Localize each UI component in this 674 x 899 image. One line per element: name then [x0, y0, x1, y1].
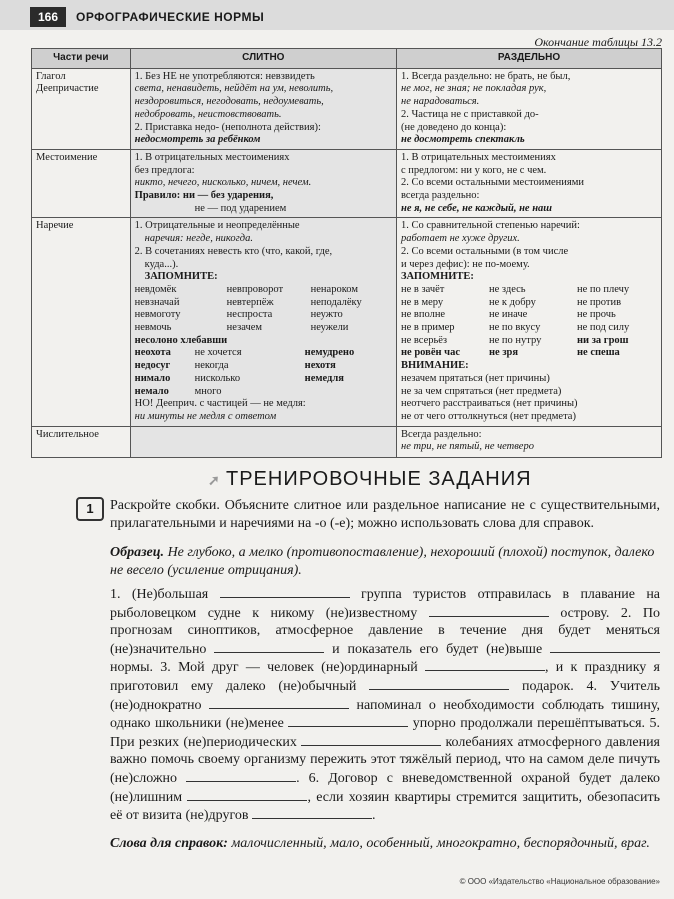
table-continuation: Окончание таблицы 13.2: [534, 35, 662, 49]
word: невдомёк: [134, 283, 177, 295]
rule-line: несолоно хлебавши: [134, 334, 228, 346]
pos-label: Деепричастие: [36, 83, 99, 95]
rule-line: света, ненавидеть, нейдёт на ум, неволить,: [134, 83, 334, 95]
sample-text: Не глубоко, а мелко (противопоставление), нехороший (плохой) поступок, далеко не весело (усиление отрицания).: [110, 545, 655, 578]
exercise-fragment: напоминал о необходимости соблюдать тишину, однако школьники (не)менее: [110, 697, 660, 732]
word: некогда: [194, 360, 229, 372]
word-grid: [401, 284, 657, 360]
word: неужели: [310, 322, 349, 334]
row-numeral: [32, 426, 662, 457]
copyright: © ООО «Издательство «Национальное образование»: [459, 877, 660, 886]
word: не здесь: [488, 283, 526, 295]
exercise-fragment: колебаниях атмосферного давления важно помочь своему организму пережить этот тяжёлый период, что на самом деле пичуть (не)сложно: [110, 734, 660, 786]
attention-label: ВНИМАНИЕ:: [400, 360, 469, 372]
exercise-fragment: и показатель его будет (не)выше: [332, 641, 543, 657]
rule-line: недобровать, неистовствовать.: [134, 108, 282, 120]
word: не спеша: [576, 347, 620, 359]
rule-line: 2. Со всеми остальными местоимениями: [400, 177, 585, 189]
rule-line: ни минуты не медля с ответом: [134, 410, 277, 422]
word: не в зачёт: [400, 283, 445, 295]
word: не по вкусу: [488, 322, 541, 334]
col-header-pos: Части речи: [32, 49, 131, 69]
word: невмочь: [134, 322, 172, 334]
refs-list: малочисленный, мало, особенный, многократно, беспорядочный, враг.: [231, 836, 650, 851]
rule-line: без предлога:: [134, 164, 195, 176]
word: неподалёку: [310, 296, 362, 308]
word: не хочется: [194, 347, 242, 359]
rule-line: неотчего расстраиваться (нет причины): [400, 398, 578, 410]
word: не под силу: [576, 322, 630, 334]
word: неспроста: [226, 309, 273, 321]
word: не к добру: [488, 296, 536, 308]
reference-words: [110, 835, 660, 853]
rule-line: Всегда раздельно:: [400, 428, 482, 440]
rule-line: не три, не пятый, не четверо: [400, 441, 534, 453]
answer-blank[interactable]: [550, 640, 660, 653]
answer-blank[interactable]: [301, 733, 441, 746]
rule-line: не досмотреть спектакль: [400, 134, 525, 146]
answer-blank[interactable]: [214, 640, 324, 653]
rule-line: незачем прятаться (нет причины): [400, 372, 550, 384]
exercise-fragment: . 6. Договор с вневедомственной охраной будет далеко (не)лишним: [110, 770, 660, 805]
word: не против: [576, 296, 622, 308]
word: нехотя: [304, 360, 336, 372]
section-title: ТРЕНИРОВОЧНЫЕ ЗАДАНИЯ: [226, 468, 532, 490]
word-grid: [135, 284, 392, 335]
col-header-separate: РАЗДЕЛЬНО: [396, 49, 661, 69]
answer-blank[interactable]: [209, 696, 349, 709]
word: не вполне: [400, 309, 446, 321]
word: неужто: [310, 309, 343, 321]
rule-line: не нарадоваться.: [400, 96, 480, 108]
answer-blank[interactable]: [220, 585, 350, 598]
row-adverb: [32, 218, 662, 426]
rule-line: нездоровиться, негодовать, недоумевать,: [134, 96, 324, 108]
exercise-fragment: 1. (Не)большая: [110, 587, 209, 602]
rule-line: (не доведено до конца):: [400, 121, 507, 133]
rule-line: куда...).: [144, 258, 179, 270]
word: нисколько: [194, 372, 241, 384]
word: ненароком: [310, 283, 358, 295]
sample-label: Образец.: [110, 545, 165, 560]
word: ни за грош: [576, 334, 629, 346]
word: немудрено: [304, 347, 355, 359]
rule-line: 1. В отрицательных местоимениях: [400, 151, 556, 163]
word: не всерьёз: [400, 334, 448, 346]
remember-label: ЗАПОМНИТЕ:: [400, 271, 474, 283]
word: не прочь: [576, 309, 616, 321]
rule-line: 2. Частица не с приставкой до-: [400, 108, 539, 120]
rule-line: 1. Без НЕ не употребляются: невзвидеть: [134, 70, 315, 82]
page-title: ОРФОГРАФИЧЕСКИЕ НОРМЫ: [76, 10, 265, 24]
pos-label: Глагол: [36, 70, 66, 82]
remember-label: ЗАПОМНИТЕ:: [144, 271, 218, 283]
exercise-fragment: нормы. 3. Мой друг — человек (не)ординарный: [110, 660, 418, 676]
rule-line: не мог, не зная; не покладая рук,: [400, 83, 547, 95]
task-sample: [110, 544, 660, 579]
rule-line: не за чем спрятаться (нет предмета): [400, 385, 562, 397]
rule-line: не — под ударением: [194, 202, 287, 214]
word: невзначай: [134, 296, 180, 308]
exercise-fragment: , и к празднику я приготовил ему далеко (не)обычный: [110, 660, 660, 694]
word: не в меру: [400, 296, 444, 308]
answer-blank[interactable]: [187, 788, 307, 801]
rule-line: 1. Отрицательные и неопределённые: [134, 220, 300, 232]
answer-blank[interactable]: [186, 769, 296, 782]
word: недосуг: [134, 360, 171, 372]
pos-label: Наречие: [36, 220, 74, 232]
exercise-fragment: .: [371, 808, 376, 824]
word: не по плечу: [576, 283, 630, 295]
rule-line: с предлогом: ни у кого, не с чем.: [400, 164, 547, 176]
word: нимало: [134, 372, 171, 384]
rule-line: 2. Со всеми остальными (в том числе: [400, 245, 569, 257]
page-header: [0, 0, 674, 30]
task-number: 1: [76, 497, 104, 521]
section-marker-icon: ➚: [208, 472, 220, 488]
word: невтерпёж: [226, 296, 274, 308]
rule-line: Правило: ни — без ударения,: [134, 190, 274, 202]
word: не в пример: [400, 322, 455, 334]
word: не ровён час: [400, 347, 460, 359]
word: не по нутру: [488, 334, 542, 346]
answer-blank[interactable]: [429, 604, 549, 617]
rule-line: 1. В отрицательных местоимениях: [134, 151, 290, 163]
rule-line: 1. Всегда раздельно: не брать, не был,: [400, 70, 571, 82]
rule-line: НО! Дееприч. с частицей — не медля:: [134, 398, 306, 410]
rule-line: никто, нечего, нисколько, ничем, нечем.: [134, 177, 312, 189]
rule-line: и через дефис): не по-моему.: [400, 258, 530, 270]
rule-line: не от чего оттолкнуться (нет предмета): [400, 410, 576, 422]
answer-blank[interactable]: [288, 714, 408, 727]
exercise-fragment: упорно продолжали перешёптываться. 5. При резких (не)периодических: [110, 716, 660, 750]
word: невмоготу: [134, 309, 181, 321]
page-number: 166: [30, 7, 66, 27]
word: неохота: [134, 347, 171, 359]
row-verb: [32, 68, 662, 149]
row-pronoun: [32, 149, 662, 218]
word: не иначе: [488, 309, 528, 321]
answer-blank[interactable]: [252, 806, 372, 819]
rule-line: 1. Со сравнительной степенью наречий:: [400, 220, 580, 232]
exercise-text: [110, 585, 660, 825]
word: не зря: [488, 347, 519, 359]
answer-blank[interactable]: [369, 677, 509, 690]
word: невпроворот: [226, 283, 284, 295]
rule-line: 2. В сочетаниях невесть кто (что, какой, где,: [134, 245, 333, 257]
exercise-fragment: острову. 2. По прогнозам синоптиков, атмосферное давление в течение дня будет меняться (не)значительно: [110, 605, 661, 657]
rule-line: 2. Приставка недо- (неполнота действия):: [134, 121, 321, 133]
task-instruction: Раскройте скобки. Объясните слитное или раздельное написание не с существительными, прилагательными и наречиями на -о (-е); можно использовать слова для справок.: [110, 498, 660, 531]
rule-line: наречия: негде, никогда.: [144, 233, 253, 245]
pos-label: Числительное: [36, 428, 99, 440]
rule-line: всегда раздельно:: [400, 190, 480, 202]
spelling-table: [31, 48, 662, 458]
exercise-fragment: подарок. 4. Учитель (не)однократно: [110, 678, 660, 713]
answer-blank[interactable]: [425, 658, 545, 671]
rule-line: не я, не себе, не каждый, не наш: [400, 202, 553, 214]
word: немало: [134, 385, 169, 397]
word: немедля: [304, 372, 344, 384]
word: много: [194, 385, 222, 397]
exercise-fragment: , если хозяин квартиры стремится защитить, обезопасить её от визита (не)другов: [110, 789, 660, 824]
word: незачем: [226, 322, 263, 334]
word: [305, 386, 385, 399]
refs-label: Слова для справок:: [110, 836, 228, 851]
rule-line: работает не хуже других.: [400, 233, 520, 245]
rule-line: недосмотреть за ребёнком: [134, 134, 261, 146]
col-header-together: СЛИТНО: [130, 49, 396, 69]
exercise-fragment: группа туристов отправилась в плавание на рыболовецком судне к никому (не)известному: [110, 587, 661, 621]
pos-label: Местоимение: [36, 151, 98, 163]
pair-grid: [135, 347, 392, 398]
